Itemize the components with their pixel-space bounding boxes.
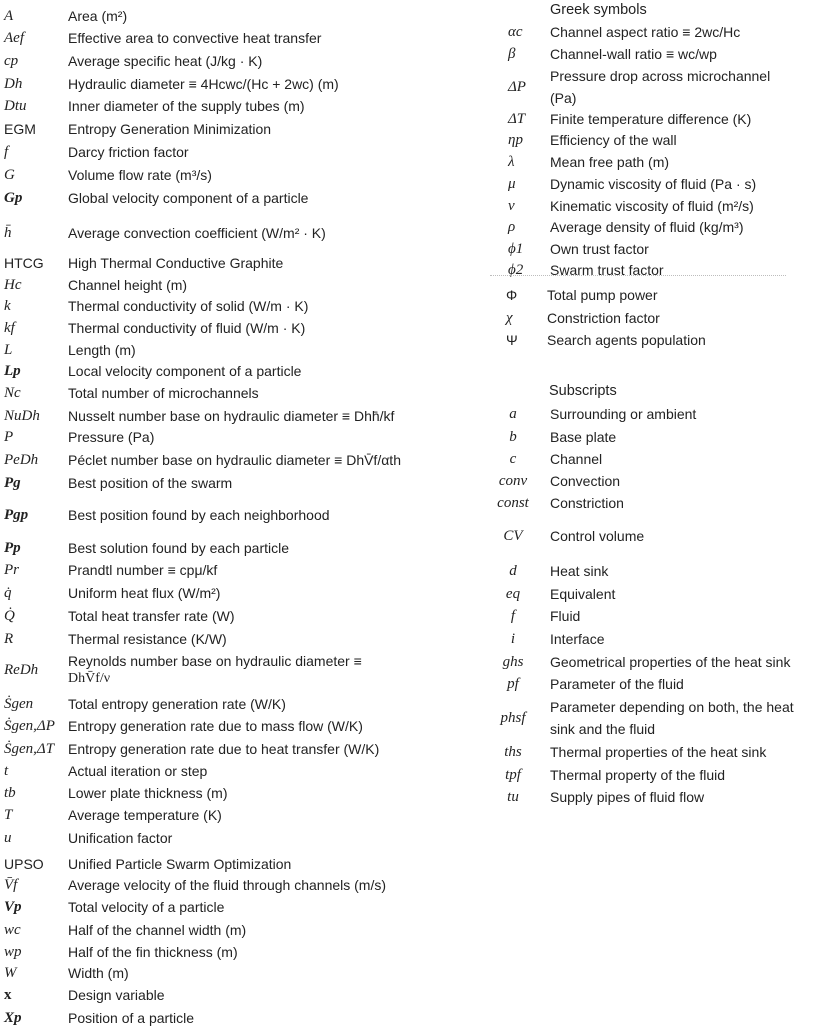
- symbol: wc: [4, 922, 21, 938]
- symbol: Ψ: [506, 332, 518, 348]
- definition: Péclet number base on hydraulic diameter ≡ DhV̄f/αth: [68, 452, 401, 468]
- definition: Average temperature (K): [68, 807, 222, 823]
- definition: Convection: [550, 473, 621, 489]
- definition: Finite temperature difference (K): [550, 111, 752, 127]
- definition-continued: sink and the fluid: [550, 721, 656, 737]
- definition: Surrounding or ambient: [550, 406, 697, 422]
- definition: Pressure (Pa): [68, 429, 155, 445]
- definition: Interface: [550, 631, 605, 647]
- definition: Entropy generation rate due to heat transfer (W/K): [68, 741, 380, 757]
- symbol: Ṡgen,ΔP: [4, 718, 55, 734]
- subscripts-heading: Subscripts: [549, 383, 617, 399]
- definition: Channel aspect ratio ≡ 2wc/Hc: [550, 24, 741, 40]
- symbol: λ: [508, 154, 515, 170]
- symbol: u: [4, 830, 12, 846]
- symbol: wp: [4, 944, 22, 960]
- definition: Channel: [550, 451, 603, 467]
- definition: Own trust factor: [550, 241, 649, 257]
- definition: Best position of the swarm: [68, 475, 233, 491]
- symbol: Ṡgen: [4, 696, 34, 712]
- symbol: μ: [508, 176, 516, 192]
- definition: Constriction factor: [547, 310, 660, 326]
- definition: Best position found by each neighborhood: [68, 507, 330, 523]
- definition: Average specific heat (J/kg · K): [68, 53, 263, 69]
- symbol: UPSO: [4, 856, 44, 872]
- definition: Effective area to convective heat transfer: [68, 30, 322, 46]
- symbol: phsf: [500, 710, 526, 726]
- definition: Uniform heat flux (W/m²): [68, 585, 221, 601]
- definition: Width (m): [68, 965, 129, 981]
- definition: Pressure drop across microchannel: [550, 68, 771, 84]
- definition: Position of a particle: [68, 1010, 195, 1026]
- definition: Control volume: [550, 528, 645, 544]
- definition: Volume flow rate (m³/s): [68, 167, 212, 183]
- symbol: CV: [503, 528, 523, 544]
- definition: Dynamic viscosity of fluid (Pa · s): [550, 176, 757, 192]
- definition: Total entropy generation rate (W/K): [68, 696, 286, 712]
- definition: Thermal properties of the heat sink: [550, 744, 767, 760]
- symbol: ReDh: [4, 662, 39, 678]
- symbol: q̇: [4, 585, 12, 601]
- symbol: Gp: [4, 190, 23, 206]
- symbol: h̄: [4, 225, 12, 241]
- definition: Base plate: [550, 429, 617, 445]
- definition: Entropy generation rate due to mass flow (W/K): [68, 718, 363, 734]
- definition: Entropy Generation Minimization: [68, 121, 272, 137]
- definition: Lower plate thickness (m): [68, 785, 228, 801]
- symbol: tpf: [505, 767, 521, 783]
- definition: Mean free path (m): [550, 154, 670, 170]
- symbol: P: [4, 429, 14, 445]
- definition: Unification factor: [68, 830, 173, 846]
- symbol: W: [4, 965, 17, 981]
- definition: Parameter of the fluid: [550, 676, 684, 692]
- definition: Reynolds number base on hydraulic diameter ≡: [68, 653, 362, 669]
- definition-continued: DhV̄f/ν: [68, 671, 111, 686]
- symbol: Q̇: [4, 608, 15, 624]
- definition: Best solution found by each particle: [68, 540, 290, 556]
- symbol: Nc: [4, 385, 21, 401]
- symbol: tb: [4, 785, 16, 801]
- symbol: NuDh: [4, 408, 40, 424]
- definition-continued: (Pa): [550, 90, 577, 106]
- definition: Channel-wall ratio ≡ wc/wp: [550, 46, 717, 62]
- definition: Hydraulic diameter ≡ 4Hcwc/(Hc + 2wc) (m): [68, 76, 339, 92]
- definition: Average density of fluid (kg/m³): [550, 219, 744, 235]
- symbol: pf: [507, 676, 519, 692]
- definition: Actual iteration or step: [68, 763, 208, 779]
- definition: Unified Particle Swarm Optimization: [68, 856, 292, 872]
- symbol: a: [509, 406, 517, 422]
- greek-symbols-heading: Greek symbols: [550, 2, 647, 18]
- definition: Global velocity component of a particle: [68, 190, 309, 206]
- definition: Prandtl number ≡ cpμ/kf: [68, 562, 218, 578]
- definition: Area (m²): [68, 8, 128, 24]
- definition: Thermal conductivity of solid (W/m · K): [68, 298, 309, 314]
- symbol: kf: [4, 320, 15, 336]
- symbol: Vp: [4, 899, 22, 915]
- symbol: χ: [506, 310, 513, 326]
- definition: Average velocity of the fluid through channels (m/s): [68, 877, 387, 893]
- definition: Half of the channel width (m): [68, 922, 247, 938]
- definition: Efficiency of the wall: [550, 132, 677, 148]
- symbol: ϕ2: [508, 262, 524, 278]
- symbol: Lp: [4, 363, 21, 379]
- symbol: Hc: [4, 277, 22, 293]
- symbol: b: [509, 429, 517, 445]
- definition: Inner diameter of the supply tubes (m): [68, 98, 305, 114]
- definition: Local velocity component of a particle: [68, 363, 302, 379]
- definition: Thermal property of the fluid: [550, 767, 726, 783]
- symbol: Dh: [4, 76, 23, 92]
- symbol: cp: [4, 53, 19, 69]
- symbol: i: [510, 631, 516, 647]
- definition: Thermal resistance (K/W): [68, 631, 227, 647]
- definition: Heat sink: [550, 563, 609, 579]
- symbol: t: [4, 763, 9, 779]
- symbol: k: [4, 298, 11, 314]
- symbol: Dtu: [4, 98, 27, 114]
- symbol: β: [508, 46, 516, 62]
- definition: Total number of microchannels: [68, 385, 259, 401]
- symbol: ν: [508, 198, 515, 214]
- definition: Total pump power: [547, 287, 658, 303]
- definition: Half of the fin thickness (m): [68, 944, 238, 960]
- symbol: Pr: [4, 562, 19, 578]
- symbol: G: [4, 167, 15, 183]
- definition: Search agents population: [547, 332, 706, 348]
- symbol: ηp: [508, 132, 523, 148]
- symbol: conv: [498, 473, 528, 489]
- definition: Darcy friction factor: [68, 144, 189, 160]
- definition: Total heat transfer rate (W): [68, 608, 235, 624]
- symbol: ϕ1: [508, 241, 524, 257]
- symbol: HTCG: [4, 255, 44, 271]
- definition: Design variable: [68, 987, 165, 1003]
- symbol: ghs: [502, 654, 524, 670]
- symbol: αc: [508, 24, 523, 40]
- symbol: PeDh: [4, 452, 39, 468]
- symbol: f: [510, 608, 516, 624]
- symbol: x: [4, 987, 12, 1003]
- definition: Parameter depending on both, the heat: [550, 699, 794, 715]
- symbol: ths: [504, 744, 522, 760]
- symbol: Ṡgen,ΔT: [4, 741, 55, 757]
- definition: Fluid: [550, 608, 581, 624]
- symbol: const: [497, 495, 529, 511]
- definition: Average convection coefficient (W/m² · K): [68, 225, 326, 241]
- symbol: T: [4, 807, 13, 823]
- definition: Swarm trust factor: [550, 262, 664, 278]
- symbol: Pgp: [4, 507, 29, 523]
- definition: Geometrical properties of the heat sink: [550, 654, 791, 670]
- definition: Equivalent: [550, 586, 616, 602]
- symbol: L: [4, 342, 13, 358]
- definition: Nusselt number base on hydraulic diameter ≡ Dhh̄/kf: [68, 408, 395, 424]
- symbol: f: [4, 144, 9, 160]
- symbol: ρ: [508, 219, 516, 235]
- definition: High Thermal Conductive Graphite: [68, 255, 284, 271]
- symbol: A: [4, 8, 14, 24]
- symbol: ΔP: [508, 79, 526, 95]
- symbol: eq: [505, 586, 521, 602]
- definition: Thermal conductivity of fluid (W/m · K): [68, 320, 306, 336]
- symbol: EGM: [4, 121, 36, 137]
- definition: Kinematic viscosity of fluid (m²/s): [550, 198, 754, 214]
- symbol: tu: [507, 789, 519, 805]
- symbol: Aef: [4, 30, 24, 46]
- symbol: Φ: [506, 287, 518, 303]
- symbol: V̄f: [4, 877, 18, 893]
- symbol: Xp: [4, 1010, 22, 1026]
- definition: Constriction: [550, 495, 624, 511]
- divider: [490, 275, 786, 276]
- symbol: ΔT: [508, 111, 526, 127]
- symbol: Pg: [4, 475, 21, 491]
- symbol: R: [4, 631, 14, 647]
- symbol: Pp: [4, 540, 21, 556]
- symbol: c: [509, 451, 517, 467]
- symbol: d: [509, 563, 517, 579]
- definition: Total velocity of a particle: [68, 899, 225, 915]
- definition: Channel height (m): [68, 277, 188, 293]
- definition: Supply pipes of fluid flow: [550, 789, 705, 805]
- definition: Length (m): [68, 342, 136, 358]
